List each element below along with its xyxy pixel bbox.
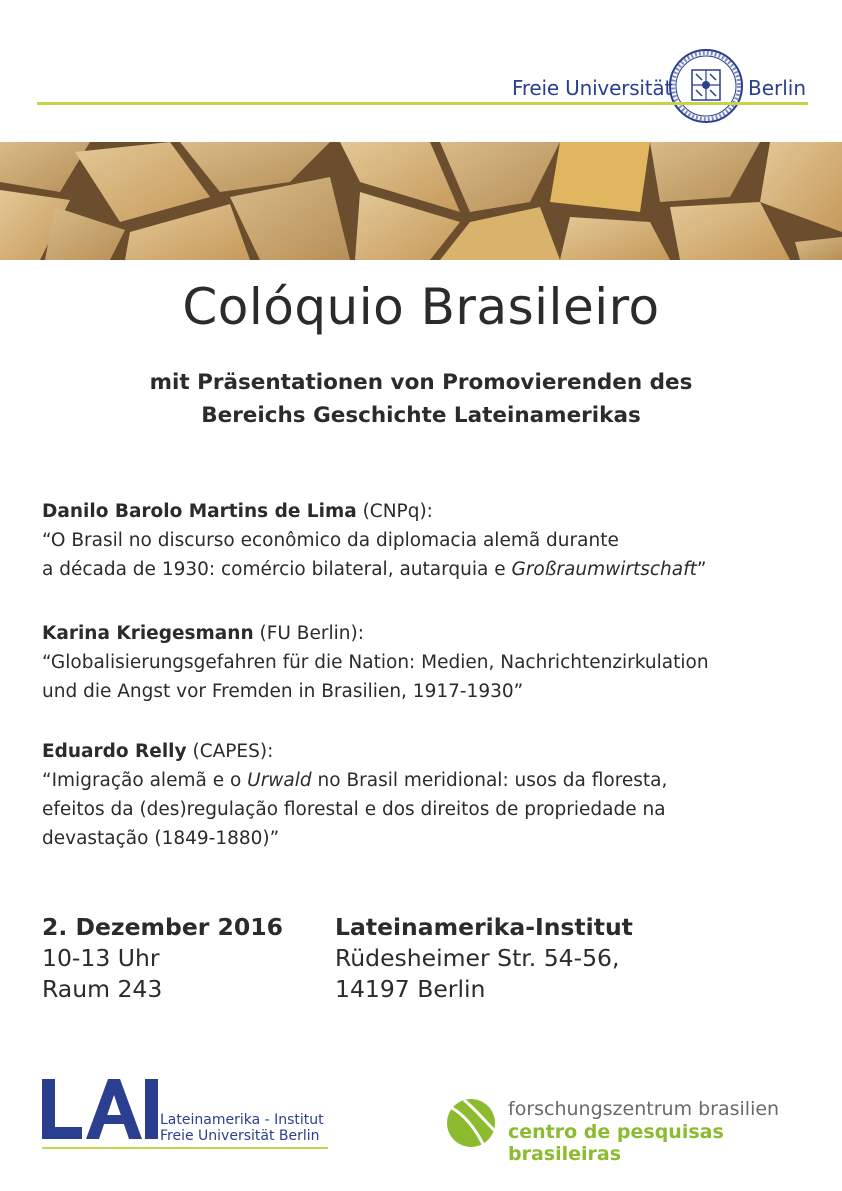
speaker-name: Eduardo Relly [42, 741, 187, 762]
talk-title-line: devastação (1849-1880)” [42, 828, 280, 849]
talk-speaker [42, 619, 822, 648]
talk-title-line [42, 766, 822, 795]
talk-title-line: und die Angst vor Fremden in Brasilien, 1917-1930” [42, 681, 524, 702]
fu-berlin-seal-icon [668, 48, 744, 124]
talk-title-line: “Globalisierungsgefahren für die Nation: Medien, Nachrichtenzirkulation [42, 652, 709, 673]
event-time: 10-13 Uhr [42, 944, 160, 972]
venue-address-line-1: Rüdesheimer Str. 54-56, [335, 944, 620, 972]
subtitle [0, 366, 842, 432]
stone-wall-banner [0, 142, 842, 260]
talk-title-line [42, 555, 822, 584]
subtitle-line-2: Bereichs Geschichte Lateinamerikas [201, 403, 641, 428]
talk-title-emphasis: Großraumwirtschaft [511, 559, 697, 580]
talk-speaker [42, 737, 822, 766]
talk-entry [42, 497, 822, 584]
fzb-name-de: forschungszentrum brasilien [508, 1098, 780, 1120]
venue-name: Lateinamerika-Institut [335, 913, 633, 941]
page-title: Colóquio Brasileiro [182, 278, 660, 336]
speaker-affiliation: (CNPq): [356, 501, 433, 522]
talk-title-text: no Brasil meridional: usos da floresta, [311, 770, 668, 791]
event-venue [335, 912, 633, 1005]
talk-title-text: a década de 1930: comércio bilateral, autarquia e [42, 559, 512, 580]
lai-underline [42, 1147, 328, 1149]
talk-speaker [42, 497, 822, 526]
event-date: 2. Dezember 2016 [42, 913, 283, 941]
subtitle-line-1: mit Präsentationen von Promovierenden des [149, 370, 693, 395]
talk-title-line: “O Brasil no discurso econômico da diplomacia alemã durante [42, 530, 619, 551]
talk-entry [42, 619, 822, 706]
header-rule [37, 102, 808, 105]
venue-address-line-2: 14197 Berlin [335, 975, 486, 1003]
event-room: Raum 243 [42, 975, 163, 1003]
lai-institute-name: Lateinamerika - Institut [160, 1112, 324, 1128]
talk-title-text: “Imigração alemã e o [42, 770, 248, 791]
lai-university-name: Freie Universität Berlin [160, 1128, 320, 1144]
event-datetime [42, 912, 283, 1005]
fzb-name-pt: centro de pesquisas brasileiras [508, 1121, 724, 1165]
speaker-name: Karina Kriegesmann [42, 623, 254, 644]
talk-title-text: ” [696, 559, 707, 580]
talk-entry [42, 737, 822, 853]
fu-brand-right: Berlin [748, 76, 807, 100]
speaker-name: Danilo Barolo Martins de Lima [42, 501, 357, 522]
tennis-ball-globe-icon [446, 1098, 496, 1148]
talk-title-line: efeitos da (des)regulação florestal e dos direitos de propriedade na [42, 799, 666, 820]
talk-title-emphasis: Urwald [247, 770, 312, 791]
speaker-affiliation: (CAPES): [186, 741, 274, 762]
fu-brand-left: Freie Universität [512, 76, 673, 100]
speaker-affiliation: (FU Berlin): [253, 623, 364, 644]
